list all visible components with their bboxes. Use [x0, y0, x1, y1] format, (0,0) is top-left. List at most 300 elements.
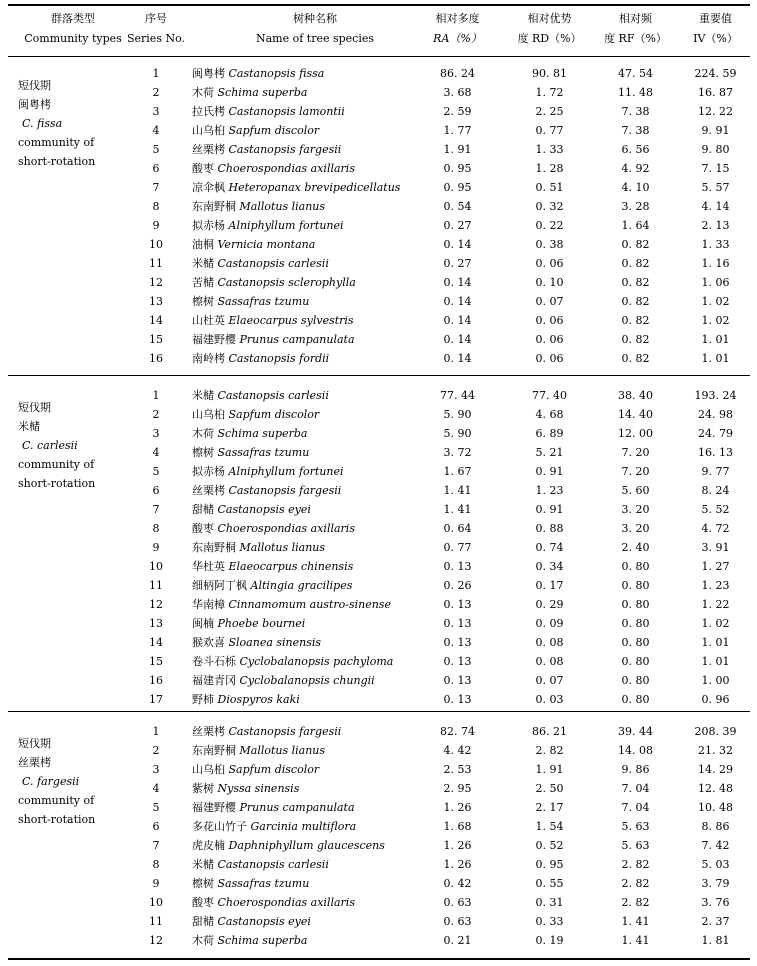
relative-dominance: 0. 95 [535, 858, 564, 871]
relative-frequency: 11. 48 [618, 86, 653, 99]
species-name-latin: Daphniphyllum glaucescens [228, 839, 385, 852]
importance-value: 9. 91 [701, 124, 730, 137]
species-name-latin: Castanopsis fargesii [228, 143, 342, 156]
importance-value: 1. 02 [701, 295, 730, 308]
table-row [0, 671, 757, 690]
species-name-zh: 酸枣 [192, 522, 218, 535]
relative-dominance: 2. 82 [535, 744, 564, 757]
relative-frequency: 2. 82 [621, 858, 650, 871]
species-name [192, 462, 344, 481]
table-row [0, 83, 757, 102]
relative-abundance: 1. 41 [443, 503, 472, 516]
table-row [0, 874, 757, 893]
species-name-latin: Garcinia multiflora [250, 820, 357, 833]
relative-frequency: 7. 04 [621, 782, 650, 795]
species-name [192, 760, 319, 779]
species-name [192, 121, 319, 140]
relative-dominance: 0. 33 [535, 915, 564, 928]
series-no: 2 [152, 744, 160, 757]
species-name-latin: Castanopsis sclerophylla [217, 276, 356, 289]
relative-abundance: 2. 59 [443, 105, 472, 118]
community-label-line: 短伐期 [18, 79, 51, 92]
species-name [192, 178, 400, 197]
relative-abundance: 0. 26 [443, 579, 472, 592]
species-name [192, 330, 355, 349]
species-name-zh: 华南樟 [192, 598, 229, 611]
series-no: 10 [149, 896, 163, 909]
relative-abundance: 0. 14 [443, 295, 472, 308]
species-name [192, 741, 325, 760]
relative-frequency: 3. 28 [621, 200, 650, 213]
table-row [0, 798, 757, 817]
relative-dominance: 0. 06 [535, 314, 564, 327]
species-name-zh: 华杜英 [192, 560, 229, 573]
community-label-line: 米槠 [18, 420, 40, 433]
series-no: 1 [152, 725, 160, 738]
species-name [192, 931, 307, 950]
relative-frequency: 2. 82 [621, 877, 650, 890]
relative-abundance: 2. 53 [443, 763, 472, 776]
relative-dominance: 0. 52 [535, 839, 564, 852]
series-no: 13 [149, 617, 163, 630]
relative-abundance: 0. 14 [443, 352, 472, 365]
species-name-zh: 甜槠 [192, 915, 218, 928]
species-name-latin: Schima superba [217, 427, 308, 440]
importance-value: 24. 79 [698, 427, 733, 440]
species-name-latin: Choerospondias axillaris [217, 522, 355, 535]
relative-dominance: 0. 38 [535, 238, 564, 251]
relative-frequency: 0. 80 [621, 579, 650, 592]
importance-value: 1. 33 [701, 238, 730, 251]
species-name-zh: 猴欢喜 [192, 636, 229, 649]
table-row [0, 102, 757, 121]
species-name-latin: Castanopsis lamontii [228, 105, 345, 118]
relative-abundance: 0. 14 [443, 238, 472, 251]
importance-value: 2. 13 [701, 219, 730, 232]
importance-value: 5. 52 [701, 503, 730, 516]
species-name [192, 690, 300, 709]
series-no: 9 [152, 219, 160, 232]
table-row [0, 652, 757, 671]
header-rule [8, 56, 750, 57]
species-name-zh: 米槠 [192, 858, 218, 871]
species-name-latin: Mallotus lianus [239, 744, 326, 757]
species-name-latin: Castanopsis eyei [217, 915, 311, 928]
group-divider [8, 375, 750, 376]
species-name-latin: Cinnamomum austro-sinense [228, 598, 391, 611]
relative-dominance: 0. 55 [535, 877, 564, 890]
table-row [0, 424, 757, 443]
species-name-zh: 细柄阿丁枫 [192, 579, 251, 592]
bottom-rule [8, 958, 750, 960]
species-name [192, 254, 329, 273]
relative-frequency: 39. 44 [618, 725, 653, 738]
series-no: 16 [149, 674, 163, 687]
species-name-zh: 闽楠 [192, 617, 218, 630]
importance-value: 1. 16 [701, 257, 730, 270]
relative-abundance: 0. 13 [443, 655, 472, 668]
relative-abundance: 1. 68 [443, 820, 472, 833]
relative-dominance: 0. 03 [535, 693, 564, 706]
species-name [192, 481, 341, 500]
species-name-latin: Castanopsis carlesii [217, 858, 329, 871]
species-name [192, 722, 341, 741]
table-row [0, 779, 757, 798]
series-no: 5 [152, 465, 160, 478]
relative-dominance: 0. 17 [535, 579, 564, 592]
relative-abundance: 5. 90 [443, 427, 472, 440]
species-name-zh: 凉伞枫 [192, 181, 229, 194]
species-name-zh: 紫树 [192, 782, 218, 795]
series-no: 17 [149, 693, 163, 706]
series-no: 11 [149, 257, 163, 270]
relative-dominance: 0. 06 [535, 352, 564, 365]
importance-value: 8. 24 [701, 484, 730, 497]
series-no: 9 [152, 541, 160, 554]
species-name-latin: Sapfum discolor [228, 763, 320, 776]
importance-value: 0. 96 [701, 693, 730, 706]
series-no: 9 [152, 877, 160, 890]
species-name-zh: 拟赤杨 [192, 219, 229, 232]
table-row [0, 64, 757, 83]
table-row [0, 893, 757, 912]
species-name [192, 855, 329, 874]
importance-value: 5. 03 [701, 858, 730, 871]
relative-dominance: 0. 31 [535, 896, 564, 909]
relative-dominance: 0. 74 [535, 541, 564, 554]
community-label-line: 闽粤栲 [18, 98, 51, 111]
series-no: 8 [152, 858, 160, 871]
species-name [192, 292, 309, 311]
species-name [192, 349, 329, 368]
community-label-line: 短伐期 [18, 737, 51, 750]
species-name-zh: 檫树 [192, 877, 218, 890]
relative-dominance: 0. 09 [535, 617, 564, 630]
species-name-latin: Heteropanax brevipedicellatus [228, 181, 401, 194]
species-name-zh: 米槠 [192, 389, 218, 402]
relative-frequency: 1. 41 [621, 915, 650, 928]
species-name-latin: Alniphyllum fortunei [228, 465, 344, 478]
species-name [192, 102, 345, 121]
species-name [192, 538, 325, 557]
relative-dominance: 5. 21 [535, 446, 564, 459]
species-name-latin: Sloanea sinensis [228, 636, 322, 649]
relative-abundance: 3. 68 [443, 86, 472, 99]
series-no: 3 [152, 763, 160, 776]
series-no: 6 [152, 484, 160, 497]
community-label-line: C. carlesii [22, 439, 78, 452]
species-name-zh: 南岭栲 [192, 352, 229, 365]
species-name-latin: Castanopsis fargesii [228, 725, 342, 738]
series-no: 15 [149, 333, 163, 346]
table-row [0, 254, 757, 273]
species-name [192, 576, 352, 595]
relative-dominance: 0. 08 [535, 655, 564, 668]
series-no: 13 [149, 295, 163, 308]
species-name-latin: Elaeocarpus sylvestris [228, 314, 354, 327]
relative-abundance: 1. 26 [443, 858, 472, 871]
series-no: 1 [152, 67, 160, 80]
relative-frequency: 5. 60 [621, 484, 650, 497]
series-no: 5 [152, 143, 160, 156]
importance-value: 14. 29 [698, 763, 733, 776]
importance-value: 10. 48 [698, 801, 733, 814]
species-name [192, 779, 299, 798]
species-name [192, 235, 315, 254]
species-name-latin: Sapfum discolor [228, 124, 320, 137]
series-no: 2 [152, 408, 160, 421]
relative-abundance: 1. 26 [443, 839, 472, 852]
species-name-latin: Prunus campanulata [239, 801, 355, 814]
table-row [0, 614, 757, 633]
importance-value: 193. 24 [694, 389, 737, 402]
importance-value: 1. 00 [701, 674, 730, 687]
importance-value: 1. 01 [701, 655, 730, 668]
relative-abundance: 4. 42 [443, 744, 472, 757]
species-name-zh: 丝栗栲 [192, 484, 229, 497]
species-name-latin: Sassafras tzumu [217, 877, 310, 890]
species-name [192, 311, 354, 330]
importance-value: 3. 91 [701, 541, 730, 554]
relative-frequency: 0. 82 [621, 333, 650, 346]
table-row [0, 538, 757, 557]
species-name [192, 197, 325, 216]
species-name [192, 912, 311, 931]
relative-frequency: 0. 80 [621, 560, 650, 573]
table-row [0, 760, 757, 779]
series-no: 3 [152, 427, 160, 440]
table-row [0, 633, 757, 652]
community-label-line: C. fargesii [22, 775, 80, 788]
table-row [0, 519, 757, 538]
species-name-latin: Castanopsis fissa [228, 67, 325, 80]
relative-abundance: 0. 63 [443, 896, 472, 909]
relative-frequency: 0. 82 [621, 314, 650, 327]
community-label-line: community of [18, 794, 95, 807]
relative-abundance: 0. 13 [443, 560, 472, 573]
relative-frequency: 7. 38 [621, 124, 650, 137]
header-rd: 相对优势 度 RD（%） [517, 12, 582, 45]
relative-frequency: 0. 80 [621, 693, 650, 706]
table-row [0, 741, 757, 760]
relative-dominance: 0. 29 [535, 598, 564, 611]
species-name-zh: 木荷 [192, 86, 218, 99]
relative-frequency: 5. 63 [621, 820, 650, 833]
species-name-zh: 木荷 [192, 934, 218, 947]
importance-value: 3. 76 [701, 896, 730, 909]
relative-frequency: 2. 82 [621, 896, 650, 909]
relative-abundance: 0. 63 [443, 915, 472, 928]
species-name-latin: Castanopsis carlesii [217, 389, 329, 402]
species-name [192, 817, 356, 836]
relative-frequency: 1. 41 [621, 934, 650, 947]
relative-dominance: 1. 91 [535, 763, 564, 776]
relative-abundance: 0. 27 [443, 219, 472, 232]
species-name [192, 595, 391, 614]
relative-abundance: 0. 14 [443, 314, 472, 327]
series-no: 14 [149, 636, 163, 649]
species-name-latin: Sassafras tzumu [217, 446, 310, 459]
relative-abundance: 1. 91 [443, 143, 472, 156]
species-name-latin: Phoebe bournei [217, 617, 306, 630]
relative-dominance: 0. 19 [535, 934, 564, 947]
relative-abundance: 0. 13 [443, 598, 472, 611]
species-name [192, 159, 355, 178]
species-name-zh: 油桐 [192, 238, 218, 251]
species-name [192, 836, 385, 855]
importance-value: 12. 22 [698, 105, 733, 118]
relative-abundance: 2. 95 [443, 782, 472, 795]
table-row [0, 292, 757, 311]
relative-abundance: 1. 67 [443, 465, 472, 478]
series-no: 16 [149, 352, 163, 365]
species-name-latin: Prunus campanulata [239, 333, 355, 346]
header-iv: 重要值 IV（%） [693, 12, 738, 45]
table-row [0, 140, 757, 159]
series-no: 14 [149, 314, 163, 327]
top-rule [8, 4, 750, 6]
relative-abundance: 0. 42 [443, 877, 472, 890]
species-name-zh: 丝栗栲 [192, 143, 229, 156]
relative-dominance: 2. 17 [535, 801, 564, 814]
importance-value: 24. 98 [698, 408, 733, 421]
relative-frequency: 0. 80 [621, 674, 650, 687]
relative-frequency: 7. 38 [621, 105, 650, 118]
series-no: 3 [152, 105, 160, 118]
importance-value: 1. 22 [701, 598, 730, 611]
series-no: 11 [149, 579, 163, 592]
table-row [0, 235, 757, 254]
species-name [192, 405, 319, 424]
importance-value: 7. 42 [701, 839, 730, 852]
relative-abundance: 0. 14 [443, 333, 472, 346]
relative-abundance: 5. 90 [443, 408, 472, 421]
relative-abundance: 77. 44 [440, 389, 475, 402]
species-name-latin: Castanopsis fargesii [228, 484, 342, 497]
relative-frequency: 38. 40 [618, 389, 653, 402]
series-no: 12 [149, 934, 163, 947]
species-name [192, 519, 355, 538]
species-name-latin: Diospyros kaki [217, 693, 300, 706]
species-name-zh: 酸枣 [192, 896, 218, 909]
species-name [192, 874, 309, 893]
importance-value: 1. 06 [701, 276, 730, 289]
relative-dominance: 0. 91 [535, 465, 564, 478]
series-no: 11 [149, 915, 163, 928]
relative-dominance: 2. 25 [535, 105, 564, 118]
series-no: 12 [149, 598, 163, 611]
relative-dominance: 90. 81 [532, 67, 567, 80]
species-name-latin: Mallotus lianus [239, 200, 326, 213]
species-name-latin: Choerospondias axillaris [217, 896, 355, 909]
table-row [0, 462, 757, 481]
relative-dominance: 0. 88 [535, 522, 564, 535]
species-name-zh: 山乌桕 [192, 763, 229, 776]
species-name [192, 557, 353, 576]
relative-abundance: 0. 13 [443, 636, 472, 649]
species-name-latin: Cyclobalanopsis pachyloma [239, 655, 394, 668]
table-row [0, 178, 757, 197]
importance-value: 1. 01 [701, 636, 730, 649]
community-label-line: 短伐期 [18, 401, 51, 414]
series-no: 5 [152, 801, 160, 814]
species-name-zh: 檫树 [192, 295, 218, 308]
species-name-zh: 拉氏栲 [192, 105, 229, 118]
community-label-line: short-rotation [18, 155, 96, 168]
species-name-latin: Sapfum discolor [228, 408, 320, 421]
series-no: 1 [152, 389, 160, 402]
relative-frequency: 5. 63 [621, 839, 650, 852]
table-row [0, 216, 757, 235]
species-name-zh: 虎皮楠 [192, 839, 229, 852]
table-row [0, 330, 757, 349]
header-community: 群落类型 Community types [24, 12, 122, 45]
relative-dominance: 77. 40 [532, 389, 567, 402]
header-series: 序号 Series No. [126, 12, 186, 45]
table-row [0, 817, 757, 836]
species-name [192, 671, 375, 690]
relative-frequency: 7. 04 [621, 801, 650, 814]
table-row [0, 595, 757, 614]
relative-abundance: 0. 95 [443, 181, 472, 194]
importance-value: 16. 13 [698, 446, 733, 459]
importance-value: 21. 32 [698, 744, 733, 757]
relative-frequency: 0. 80 [621, 598, 650, 611]
species-name-latin: Choerospondias axillaris [217, 162, 355, 175]
importance-value: 9. 80 [701, 143, 730, 156]
series-no: 8 [152, 522, 160, 535]
relative-dominance: 0. 08 [535, 636, 564, 649]
importance-value: 2. 37 [701, 915, 730, 928]
table-row [0, 836, 757, 855]
relative-dominance: 0. 07 [535, 295, 564, 308]
relative-dominance: 2. 50 [535, 782, 564, 795]
importance-value: 1. 02 [701, 314, 730, 327]
relative-abundance: 3. 72 [443, 446, 472, 459]
species-name-zh: 福建野樱 [192, 801, 240, 814]
species-name-latin: Vernicia montana [217, 238, 316, 251]
series-no: 6 [152, 162, 160, 175]
series-no: 2 [152, 86, 160, 99]
series-no: 15 [149, 655, 163, 668]
table-row [0, 311, 757, 330]
community-label-line: short-rotation [18, 477, 96, 490]
relative-abundance: 82. 74 [440, 725, 475, 738]
relative-dominance: 0. 51 [535, 181, 564, 194]
series-no: 7 [152, 503, 160, 516]
table-row [0, 349, 757, 368]
series-no: 10 [149, 238, 163, 251]
table-row [0, 159, 757, 178]
species-name-zh: 拟赤杨 [192, 465, 229, 478]
importance-value: 1. 02 [701, 617, 730, 630]
species-name [192, 614, 305, 633]
species-name [192, 83, 307, 102]
relative-abundance: 0. 13 [443, 674, 472, 687]
relative-frequency: 0. 82 [621, 352, 650, 365]
relative-frequency: 9. 86 [621, 763, 650, 776]
relative-frequency: 47. 54 [618, 67, 653, 80]
importance-value: 208. 39 [694, 725, 737, 738]
table-row [0, 931, 757, 950]
species-name [192, 633, 321, 652]
importance-value: 16. 87 [698, 86, 733, 99]
species-name-zh: 山杜英 [192, 314, 229, 327]
header-rf: 相对频 度 RF（%） [604, 12, 667, 45]
table-row [0, 273, 757, 292]
species-name-zh: 卷斗石栎 [192, 655, 240, 668]
relative-dominance: 0. 07 [535, 674, 564, 687]
